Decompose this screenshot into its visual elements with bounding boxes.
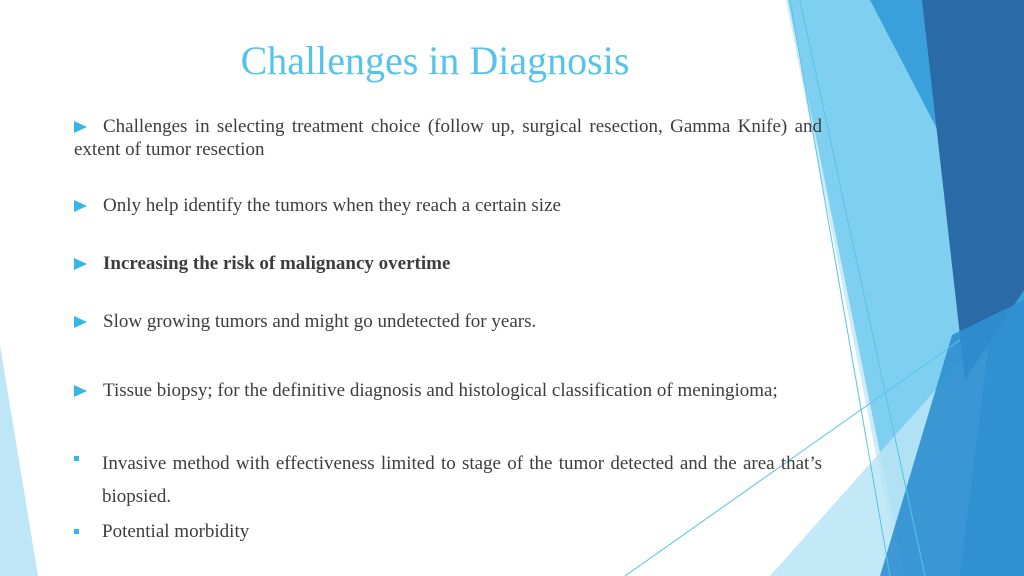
- bullet-text: Challenges in selecting treatment choice (follow up, surgical resection, Gamma Knife) and extent of tumor resection: [74, 116, 822, 160]
- bullet-text: Increasing the risk of malignancy overtime: [103, 253, 451, 274]
- shape-left-edge: [0, 345, 38, 576]
- arrow-bullet-icon: [74, 316, 87, 328]
- arrow-bullet-icon: [74, 258, 87, 270]
- bullet-text: Slow growing tumors and might go undetected for years.: [103, 311, 537, 332]
- bullet-text: Tissue biopsy; for the definitive diagnosis and histological classification of meningioma;: [103, 380, 778, 401]
- bullet-2: [74, 194, 822, 217]
- bullet-1: [74, 115, 822, 161]
- arrow-bullet-icon: [74, 200, 87, 212]
- arrow-bullet-icon: [74, 385, 87, 397]
- bullet-4: [74, 310, 822, 333]
- sub-bullet-1: [102, 447, 822, 513]
- bullet-text: Only help identify the tumors when they reach a certain size: [103, 195, 561, 216]
- slide-title: Challenges in Diagnosis: [240, 38, 630, 83]
- sub-bullet-2: [102, 520, 822, 543]
- arrow-bullet-icon: [74, 121, 87, 133]
- sub-bullet-text: Potential morbidity: [102, 521, 250, 542]
- bullet-5: [74, 374, 822, 408]
- sub-bullet-text: Invasive method with effectiveness limited to stage of the tumor detected and the area that’s biopsied.: [102, 453, 822, 507]
- square-bullet-icon: [74, 456, 79, 461]
- square-bullet-icon: [74, 529, 79, 534]
- bullet-3: [74, 252, 822, 275]
